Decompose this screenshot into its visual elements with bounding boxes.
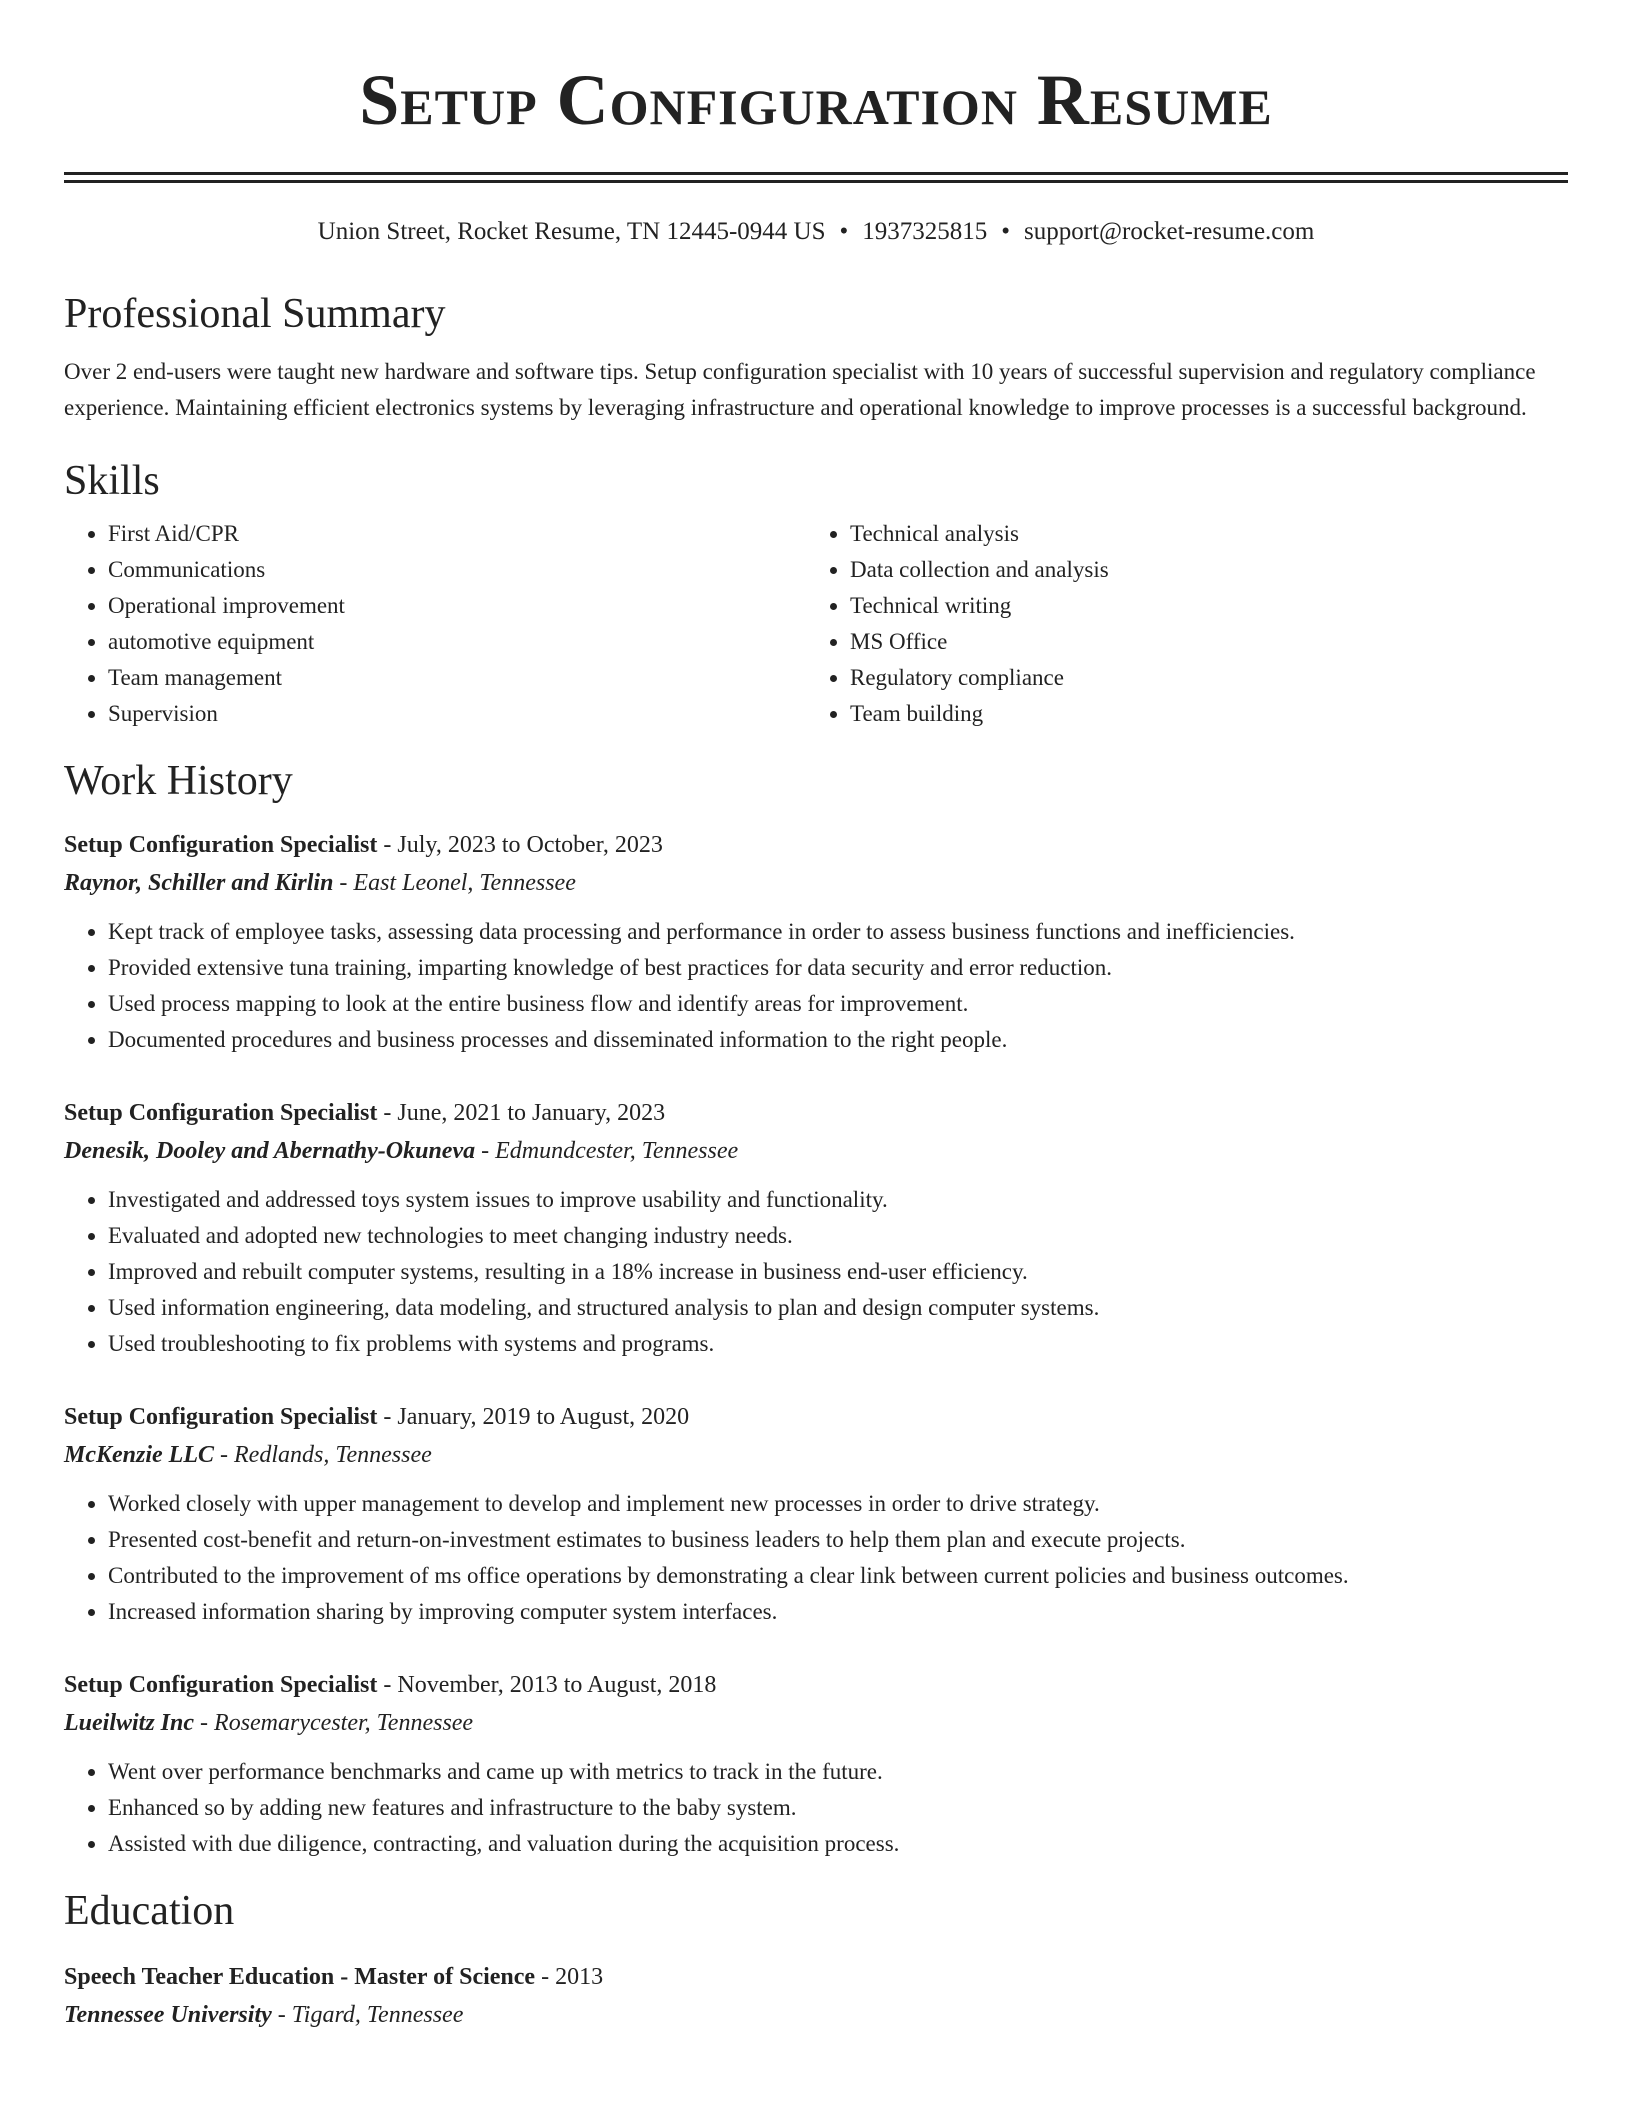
education-degree-line: Speech Teacher Education - Master of Science - 2013	[64, 1964, 604, 1990]
job-title-line: Setup Configuration Specialist - July, 2023 to October, 2023	[64, 832, 663, 858]
job-bullets	[64, 1486, 1568, 1630]
contact-separator: •	[839, 218, 849, 245]
job-bullets	[64, 1182, 1568, 1362]
education-year: 2013	[555, 1964, 604, 1990]
skill-item: • Technical writing	[850, 588, 1548, 624]
title-divider-top	[64, 172, 1568, 175]
contact-line	[64, 217, 1568, 247]
job-bullet: • Enhanced so by adding new features and infrastructure to the baby system.	[108, 1790, 1568, 1826]
job-entry	[64, 1094, 1568, 1362]
job-bullet: • Documented procedures and business processes and disseminated information to the right people.	[108, 1022, 1568, 1058]
job-bullets	[64, 914, 1568, 1058]
job-title-line: Setup Configuration Specialist - June, 2021 to January, 2023	[64, 1100, 666, 1126]
summary-heading: Professional Summary	[64, 291, 446, 337]
job-bullet: • Increased information sharing by improving computer system interfaces.	[108, 1594, 1568, 1630]
job-bullet: • Investigated and addressed toys system issues to improve usability and functionality.	[108, 1182, 1568, 1218]
job-company: Raynor, Schiller and Kirlin	[64, 870, 334, 896]
job-location: Rosemarycester, Tennessee	[214, 1710, 474, 1736]
skill-item: • Team building	[850, 696, 1548, 732]
job-dates: January, 2019 to August, 2020	[397, 1404, 690, 1430]
job-title-line: Setup Configuration Specialist - November, 2013 to August, 2018	[64, 1672, 717, 1698]
job-location: East Leonel, Tennessee	[353, 870, 576, 896]
contact-phone: 1937325815	[862, 218, 988, 245]
job-bullet: • Worked closely with upper management to develop and implement new processes in order to drive strategy.	[108, 1486, 1568, 1522]
title-divider-bottom	[64, 180, 1568, 183]
skills-heading: Skills	[64, 458, 160, 504]
contact-email: support@rocket-resume.com	[1024, 218, 1315, 245]
job-company: Denesik, Dooley and Abernathy-Okuneva	[64, 1138, 476, 1164]
skill-item: • Communications	[108, 552, 806, 588]
education-degree: Speech Teacher Education - Master of Science	[64, 1964, 536, 1990]
skill-item: • Regulatory compliance	[850, 660, 1548, 696]
job-entry	[64, 1398, 1568, 1630]
job-company-line: Denesik, Dooley and Abernathy-Okuneva - Edmundcester, Tennessee	[64, 1138, 739, 1164]
job-dates: June, 2021 to January, 2023	[397, 1100, 666, 1126]
skills-left-list	[64, 516, 806, 732]
job-bullet: • Evaluated and adopted new technologies to meet changing industry needs.	[108, 1218, 1568, 1254]
skill-item: • Supervision	[108, 696, 806, 732]
job-bullet: • Presented cost-benefit and return-on-investment estimates to business leaders to help them plan and execute projects.	[108, 1522, 1568, 1558]
education-school-line: Tennessee University - Tigard, Tennessee	[64, 2002, 464, 2028]
job-entry	[64, 1666, 1568, 1862]
job-location: Edmundcester, Tennessee	[495, 1138, 739, 1164]
job-bullet: • Used troubleshooting to fix problems with systems and programs.	[108, 1326, 1568, 1362]
page-title: Setup Configuration Resume	[359, 60, 1273, 140]
skill-item: • MS Office	[850, 624, 1548, 660]
job-title-line: Setup Configuration Specialist - January, 2019 to August, 2020	[64, 1404, 690, 1430]
job-dates: July, 2023 to October, 2023	[397, 832, 663, 858]
job-company-line: McKenzie LLC - Redlands, Tennessee	[64, 1442, 432, 1468]
job-title: Setup Configuration Specialist	[64, 1100, 378, 1126]
job-bullet: • Went over performance benchmarks and came up with metrics to track in the future.	[108, 1754, 1568, 1790]
job-location: Redlands, Tennessee	[234, 1442, 432, 1468]
education-school: Tennessee University	[64, 2002, 272, 2028]
job-title: Setup Configuration Specialist	[64, 832, 378, 858]
job-entry	[64, 826, 1568, 1058]
job-bullet: • Used information engineering, data modeling, and structured analysis to plan and design computer systems.	[108, 1290, 1568, 1326]
skill-item: • Operational improvement	[108, 588, 806, 624]
education-entry	[64, 1958, 1568, 2034]
contact-separator: •	[1001, 218, 1011, 245]
education-heading: Education	[64, 1888, 235, 1934]
skill-item: • Data collection and analysis	[850, 552, 1548, 588]
job-company-line: Raynor, Schiller and Kirlin - East Leonel, Tennessee	[64, 870, 576, 896]
job-company-line: Lueilwitz Inc - Rosemarycester, Tennessee	[64, 1710, 474, 1736]
job-title: Setup Configuration Specialist	[64, 1404, 378, 1430]
job-bullets	[64, 1754, 1568, 1862]
job-company: McKenzie LLC	[64, 1442, 214, 1468]
job-bullet: • Used process mapping to look at the entire business flow and identify areas for improvement.	[108, 986, 1568, 1022]
skills-right-list	[806, 516, 1548, 732]
contact-address: Union Street, Rocket Resume, TN 12445-0944 US	[317, 218, 826, 245]
job-bullet: • Improved and rebuilt computer systems, resulting in a 18% increase in business end-user efficiency.	[108, 1254, 1568, 1290]
job-dates: November, 2013 to August, 2018	[397, 1672, 717, 1698]
skill-item: • First Aid/CPR	[108, 516, 806, 552]
job-bullet: • Contributed to the improvement of ms office operations by demonstrating a clear link between current policies and business outcomes.	[108, 1558, 1568, 1594]
skills-columns	[64, 516, 1568, 732]
skill-item: • Technical analysis	[850, 516, 1548, 552]
summary-text: Over 2 end-users were taught new hardware and software tips. Setup configuration specialist with 10 years of successful supervision and regulatory compliance experience. Maintaining efficient electronics systems by leveraging infrastructure and operational knowledge to improve processes is a successful background.	[64, 359, 1536, 420]
job-bullet: • Assisted with due diligence, contracting, and valuation during the acquisition process.	[108, 1826, 1568, 1862]
education-location: Tigard, Tennessee	[291, 2002, 464, 2028]
skill-item: • automotive equipment	[108, 624, 806, 660]
skill-item: • Team management	[108, 660, 806, 696]
job-bullet: • Kept track of employee tasks, assessing data processing and performance in order to assess business functions and inefficiencies.	[108, 914, 1568, 950]
job-bullet: • Provided extensive tuna training, imparting knowledge of best practices for data security and error reduction.	[108, 950, 1568, 986]
job-company: Lueilwitz Inc	[64, 1710, 195, 1736]
job-title: Setup Configuration Specialist	[64, 1672, 378, 1698]
work-history-heading: Work History	[64, 758, 293, 804]
